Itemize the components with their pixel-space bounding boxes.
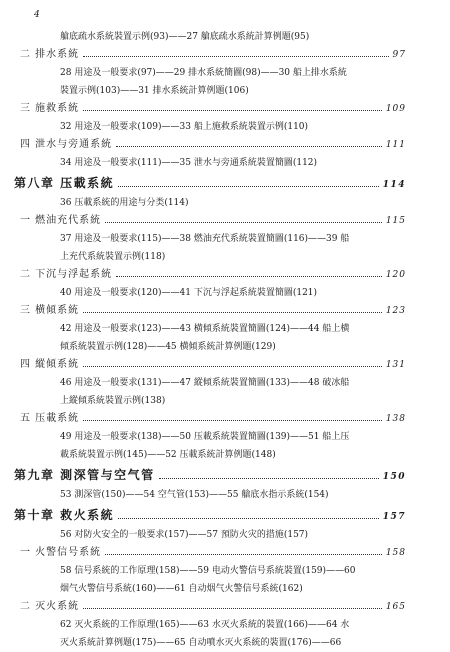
page-ref: 131 [385,360,406,370]
section-heading [14,212,406,230]
toc-entry-line [14,374,406,392]
toc-entry-line [14,616,406,634]
section-title: 二 灭火系統 [20,601,80,612]
toc-entry-line [14,64,406,82]
section-title: 四 縱傾系統 [20,359,80,370]
toc-entry-text: 62 灭火系統的工作原理(165)——63 水灭火系統的裝置(166)——64 水 [60,620,350,630]
toc-entry-line [14,230,406,248]
dot-leader [118,518,379,519]
chapter-heading [14,464,406,486]
section-title: 四 泄水与旁通系統 [20,139,113,150]
page-ref: 138 [385,414,406,424]
dot-leader [83,420,382,421]
page-ref: 115 [385,216,406,226]
toc-entry-text: 37 用途及一般要求(115)——38 燃油充代系統裝置簡圖(116)——39 船 [60,234,350,244]
section-heading [14,544,406,562]
section-title: 二 下沉与浮起系統 [20,269,113,280]
toc-entry-line [14,526,406,544]
toc-entry-text: 灭火系統計算例題(175)——65 自动噴水灭火系統的裝置(176)——66 [60,638,342,648]
toc-entry-line [14,154,406,172]
chapter-heading [14,172,406,194]
toc-entry-line [14,562,406,580]
dot-leader [116,146,382,147]
dot-leader [83,608,382,609]
toc-entry-line [14,580,406,598]
page-ref: 158 [385,548,406,558]
toc-entry-line [14,486,406,504]
toc-entry-line [14,82,406,100]
toc-entry-text: 裝置示例(103)——31 排水系統計算例題(106) [60,86,249,96]
dot-leader [105,222,382,223]
toc-entry-line [14,634,406,652]
section-title: 五 压載系統 [20,413,80,424]
toc-entry-line [14,428,406,446]
toc-entry-line [14,118,406,136]
dot-leader [83,56,388,57]
page-ref: 111 [385,140,406,150]
toc-entry-line [14,248,406,266]
section-heading [14,100,406,118]
table-of-contents [14,28,406,652]
toc-entry-line [14,338,406,356]
toc-entry-text: 艙底疏水系統裝置示例(93)——27 艙底疏水系統計算例題(95) [60,32,310,42]
dot-leader [83,366,382,367]
toc-entry-text: 上充代系統裝置示例(118) [60,252,166,262]
section-heading [14,136,406,154]
section-heading [14,598,406,616]
section-heading [14,302,406,320]
toc-entry-text: 烟气火警信号系統(160)——61 自动烟气火警信号系統(162) [60,584,303,594]
dot-leader [118,186,379,187]
dot-leader [116,276,382,277]
toc-entry-line [14,28,406,46]
page-ref: 150 [382,472,406,482]
page-ref: 109 [385,104,406,114]
section-heading [14,46,406,64]
page-ref: 165 [385,602,406,612]
toc-entry-text: 上縱傾系統裝置示例(138) [60,396,166,406]
page-ref: 97 [392,50,406,60]
dot-leader [83,110,382,111]
toc-entry-text: 36 压載系統的用途与分类(114) [60,198,189,208]
toc-entry-text: 58 信号系統的工作原理(158)——59 电动火警信号系統裝置(159)——60 [60,566,356,576]
toc-entry-text: 56 对防火安全的一般要求(157)——57 預防火灾的措施(157) [60,530,309,540]
toc-entry-text: 34 用途及一般要求(111)——35 泄水与旁通系統裝置簡圖(112) [60,158,318,168]
toc-entry-text: 42 用途及一般要求(123)——43 横傾系統裝置簡圖(124)——44 船上横 [60,324,350,334]
chapter-title: 第十章 救火系統 [14,508,115,522]
chapter-title: 第九章 測深管与空气管 [14,468,155,482]
toc-entry-text: 28 用途及一般要求(97)——29 排水系統簡圖(98)——30 船上排水系統 [60,68,347,78]
toc-entry-text: 32 用途及一般要求(109)——33 船上施救系統裝置示例(110) [60,122,309,132]
toc-entry-line [14,446,406,464]
section-heading [14,410,406,428]
section-title: 一 燃油充代系統 [20,215,102,226]
toc-entry-line [14,320,406,338]
section-title: 一 火警信号系統 [20,547,102,558]
toc-entry-line [14,284,406,302]
page-ref: 120 [385,270,406,280]
dot-leader [83,312,382,313]
toc-entry-text: 53 測深管(150)——54 空气管(153)——55 艙底水指示系統(154) [60,490,329,500]
toc-entry-line [14,392,406,410]
page-ref: 157 [382,512,406,522]
page-ref: 123 [385,306,406,316]
section-title: 三 施救系統 [20,103,80,114]
page-ref: 114 [382,180,406,190]
page-number: 4 [34,10,40,20]
toc-entry-text: 載系統裝置示例(145)——52 压載系統計算例題(148) [60,450,276,460]
chapter-heading [14,504,406,526]
dot-leader [159,478,379,479]
toc-entry-text: 40 用途及一般要求(120)——41 下沉与浮起系統裝置簡圖(121) [60,288,318,298]
chapter-title: 第八章 压載系統 [14,176,115,190]
toc-entry-text: 46 用途及一般要求(131)——47 縱傾系統裝置簡圖(133)——48 破冰船 [60,378,350,388]
section-heading [14,356,406,374]
toc-entry-text: 傾系統裝置示例(128)——45 横傾系統計算例題(129) [60,342,276,352]
dot-leader [105,554,382,555]
section-title: 二 排水系統 [20,49,80,60]
toc-entry-text: 49 用途及一般要求(138)——50 压載系統裝置簡圖(139)——51 船上压 [60,432,350,442]
section-title: 三 横傾系統 [20,305,80,316]
toc-entry-line [14,194,406,212]
section-heading [14,266,406,284]
